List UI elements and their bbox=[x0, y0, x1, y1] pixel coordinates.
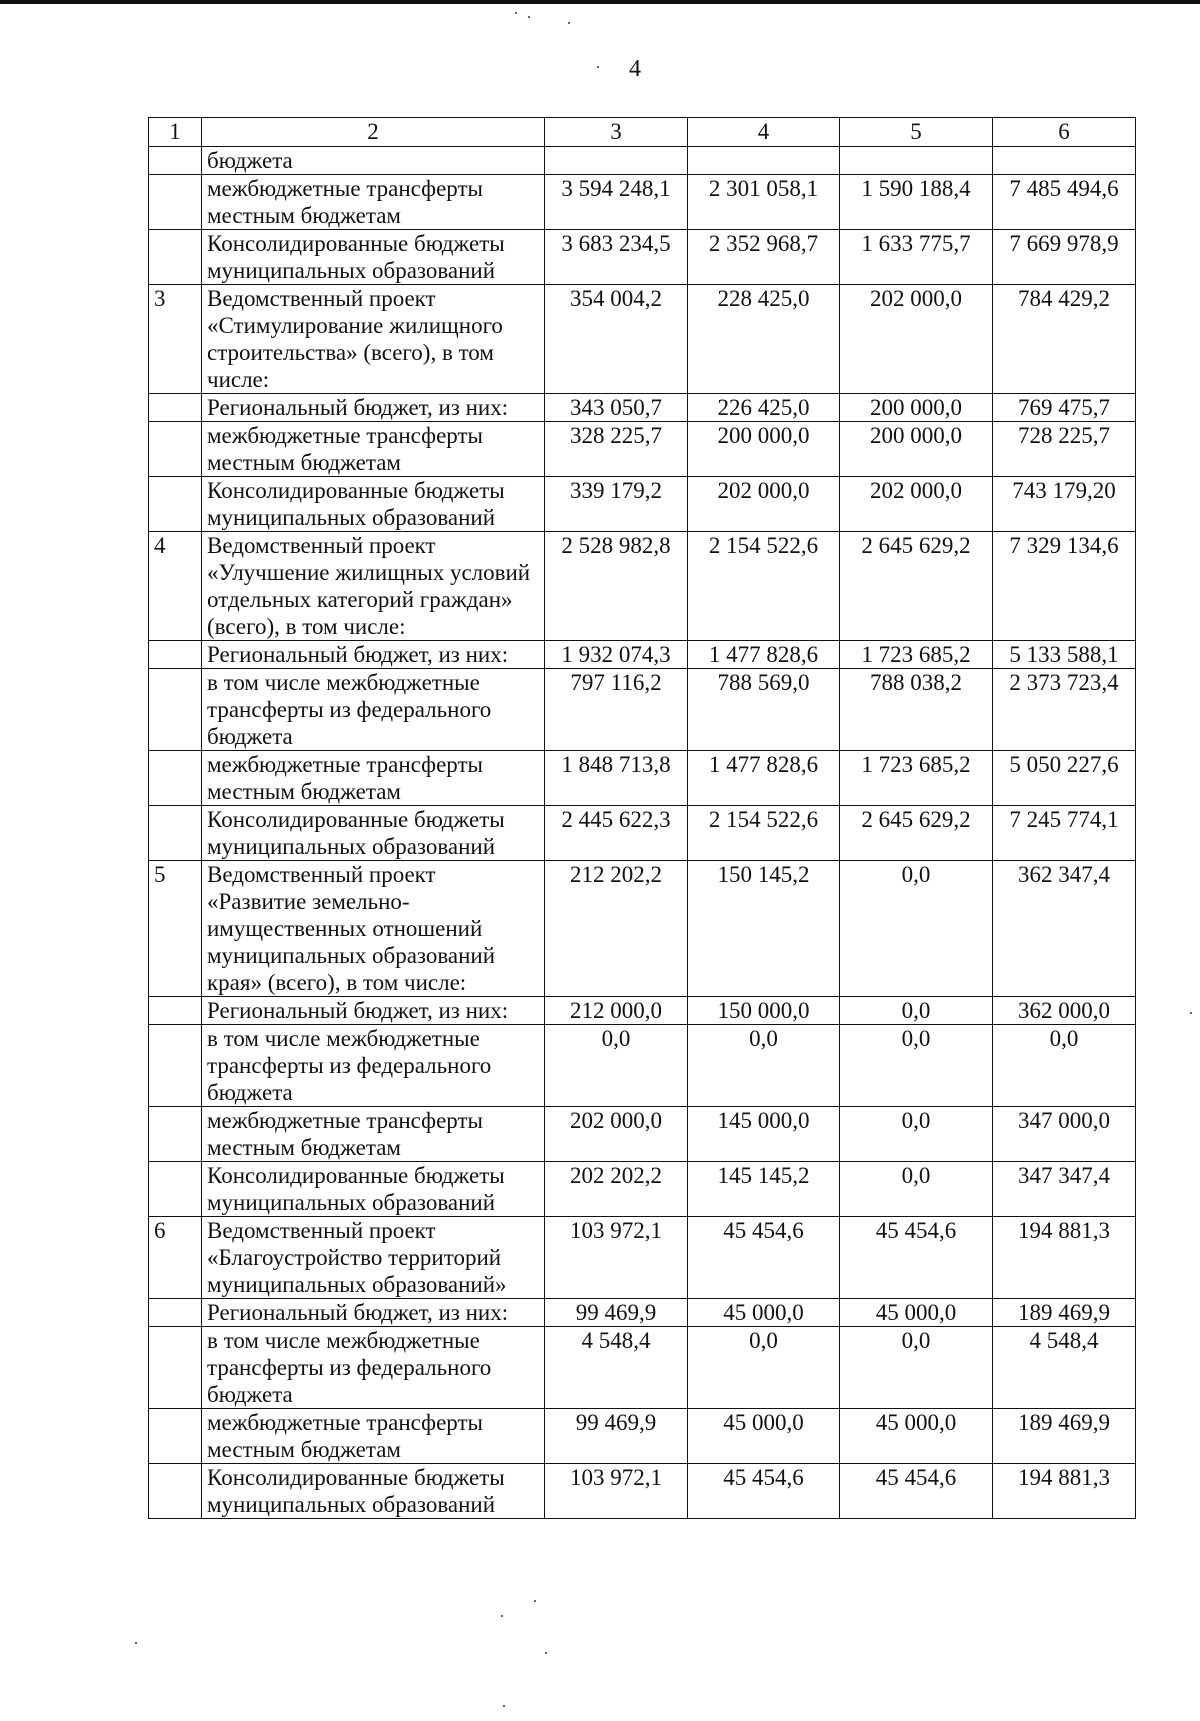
value-col-4-cell: 202 000,0 bbox=[688, 477, 840, 532]
scan-speck bbox=[1190, 1012, 1192, 1014]
value-col-4-cell: 2 154 522,6 bbox=[688, 532, 840, 641]
table-row bbox=[149, 1299, 1136, 1327]
value-col-3-cell: 797 116,2 bbox=[545, 669, 688, 751]
value-col-6-cell: 362 347,4 bbox=[993, 861, 1136, 997]
value-col-4-cell: 226 425,0 bbox=[688, 394, 840, 422]
table-row bbox=[149, 806, 1136, 861]
row-description-cell: Ведомственный проект «Развитие земельно-имущественных отношений муниципальных образований края» (всего), в том числе: bbox=[202, 861, 545, 997]
row-number-cell bbox=[149, 477, 202, 532]
table-row bbox=[149, 1107, 1136, 1162]
value-col-4-cell: 45 000,0 bbox=[688, 1409, 840, 1464]
table-row bbox=[149, 669, 1136, 751]
row-number-cell bbox=[149, 147, 202, 175]
value-col-5-cell: 200 000,0 bbox=[840, 422, 993, 477]
value-col-4-cell: 0,0 bbox=[688, 1025, 840, 1107]
row-number-cell bbox=[149, 751, 202, 806]
table-row bbox=[149, 1409, 1136, 1464]
value-col-6-cell: 7 669 978,9 bbox=[993, 230, 1136, 285]
value-col-5-cell: 788 038,2 bbox=[840, 669, 993, 751]
row-number-cell bbox=[149, 394, 202, 422]
row-description-cell: Ведомственный проект «Благоустройство территорий муниципальных образований» bbox=[202, 1217, 545, 1299]
value-col-5-cell: 200 000,0 bbox=[840, 394, 993, 422]
row-number-cell bbox=[149, 1327, 202, 1409]
value-col-3-cell: 103 972,1 bbox=[545, 1464, 688, 1519]
value-col-5-cell: 0,0 bbox=[840, 997, 993, 1025]
value-col-5-cell: 202 000,0 bbox=[840, 285, 993, 394]
value-col-4-cell: 788 569,0 bbox=[688, 669, 840, 751]
value-col-4-cell: 1 477 828,6 bbox=[688, 751, 840, 806]
table-header-row bbox=[149, 118, 1136, 147]
value-col-4-cell: 2 352 968,7 bbox=[688, 230, 840, 285]
row-description-cell: межбюджетные трансферты местным бюджетам bbox=[202, 175, 545, 230]
column-header-6: 6 bbox=[993, 118, 1136, 147]
row-description-cell: Ведомственный проект «Улучшение жилищных условий отдельных категорий граждан» (всего), в том числе: bbox=[202, 532, 545, 641]
row-number-cell bbox=[149, 1162, 202, 1217]
value-col-4-cell: 145 000,0 bbox=[688, 1107, 840, 1162]
value-col-6-cell: 784 429,2 bbox=[993, 285, 1136, 394]
value-col-5-cell: 45 454,6 bbox=[840, 1217, 993, 1299]
row-number-cell bbox=[149, 1107, 202, 1162]
value-col-4-cell: 45 454,6 bbox=[688, 1217, 840, 1299]
value-col-3-cell: 328 225,7 bbox=[545, 422, 688, 477]
value-col-3-cell: 3 594 248,1 bbox=[545, 175, 688, 230]
scan-speck bbox=[545, 1652, 547, 1654]
value-col-6-cell: 0,0 bbox=[993, 1025, 1136, 1107]
column-header-2: 2 bbox=[202, 118, 545, 147]
value-col-3-cell: 202 000,0 bbox=[545, 1107, 688, 1162]
value-col-3-cell: 1 848 713,8 bbox=[545, 751, 688, 806]
value-col-6-cell: 362 000,0 bbox=[993, 997, 1136, 1025]
value-col-6-cell: 194 881,3 bbox=[993, 1217, 1136, 1299]
row-number-cell bbox=[149, 1409, 202, 1464]
row-description-cell: Ведомственный проект «Стимулирование жилищного строительства» (всего), в том числе: bbox=[202, 285, 545, 394]
value-col-6-cell: 7 245 774,1 bbox=[993, 806, 1136, 861]
value-col-6-cell: 769 475,7 bbox=[993, 394, 1136, 422]
value-col-4-cell: 150 000,0 bbox=[688, 997, 840, 1025]
table-row bbox=[149, 394, 1136, 422]
table-row bbox=[149, 1217, 1136, 1299]
value-col-5-cell: 45 454,6 bbox=[840, 1464, 993, 1519]
table-row bbox=[149, 751, 1136, 806]
scan-top-edge bbox=[0, 0, 1200, 4]
row-description-cell: межбюджетные трансферты местным бюджетам bbox=[202, 1107, 545, 1162]
value-col-4-cell: 150 145,2 bbox=[688, 861, 840, 997]
scan-speck bbox=[135, 1642, 137, 1644]
value-col-3-cell: 4 548,4 bbox=[545, 1327, 688, 1409]
value-col-5-cell: 0,0 bbox=[840, 1107, 993, 1162]
row-number-cell bbox=[149, 1464, 202, 1519]
page-number: 4 bbox=[629, 56, 641, 82]
value-col-4-cell: 45 454,6 bbox=[688, 1464, 840, 1519]
value-col-6-cell: 743 179,20 bbox=[993, 477, 1136, 532]
table-row bbox=[149, 1162, 1136, 1217]
table-row bbox=[149, 997, 1136, 1025]
value-col-5-cell: 2 645 629,2 bbox=[840, 806, 993, 861]
value-col-3-cell: 1 932 074,3 bbox=[545, 641, 688, 669]
value-col-5-cell: 1 723 685,2 bbox=[840, 641, 993, 669]
row-description-cell: межбюджетные трансферты местным бюджетам bbox=[202, 1409, 545, 1464]
row-number-cell bbox=[149, 641, 202, 669]
value-col-3-cell: 212 000,0 bbox=[545, 997, 688, 1025]
row-description-cell: Консолидированные бюджеты муниципальных образований bbox=[202, 806, 545, 861]
value-col-5-cell: 1 633 775,7 bbox=[840, 230, 993, 285]
value-col-3-cell: 2 445 622,3 bbox=[545, 806, 688, 861]
value-col-6-cell: 7 485 494,6 bbox=[993, 175, 1136, 230]
value-col-3-cell: 339 179,2 bbox=[545, 477, 688, 532]
value-col-5-cell: 0,0 bbox=[840, 1025, 993, 1107]
row-number-cell: 5 bbox=[149, 861, 202, 997]
column-header-4: 4 bbox=[688, 118, 840, 147]
value-col-6-cell: 5 050 227,6 bbox=[993, 751, 1136, 806]
row-description-cell: Региональный бюджет, из них: bbox=[202, 997, 545, 1025]
row-number-cell bbox=[149, 230, 202, 285]
value-col-3-cell: 343 050,7 bbox=[545, 394, 688, 422]
row-description-cell: в том числе межбюджетные трансферты из федерального бюджета bbox=[202, 1025, 545, 1107]
table-row bbox=[149, 477, 1136, 532]
value-col-5-cell bbox=[840, 147, 993, 175]
value-col-3-cell: 2 528 982,8 bbox=[545, 532, 688, 641]
row-number-cell bbox=[149, 175, 202, 230]
table-row bbox=[149, 422, 1136, 477]
row-number-cell: 6 bbox=[149, 1217, 202, 1299]
table-row bbox=[149, 861, 1136, 997]
value-col-3-cell: 212 202,2 bbox=[545, 861, 688, 997]
row-number-cell: 3 bbox=[149, 285, 202, 394]
column-header-1: 1 bbox=[149, 118, 202, 147]
row-description-cell: в том числе межбюджетные трансферты из федерального бюджета bbox=[202, 1327, 545, 1409]
table-row bbox=[149, 285, 1136, 394]
table-row bbox=[149, 175, 1136, 230]
value-col-6-cell: 4 548,4 bbox=[993, 1327, 1136, 1409]
scan-speck bbox=[568, 22, 570, 24]
row-number-cell bbox=[149, 1025, 202, 1107]
value-col-4-cell: 1 477 828,6 bbox=[688, 641, 840, 669]
scan-speck bbox=[501, 1615, 503, 1617]
value-col-5-cell: 1 590 188,4 bbox=[840, 175, 993, 230]
value-col-6-cell: 347 000,0 bbox=[993, 1107, 1136, 1162]
row-description-cell: Региональный бюджет, из них: bbox=[202, 1299, 545, 1327]
row-description-cell: Региональный бюджет, из них: bbox=[202, 394, 545, 422]
value-col-5-cell: 0,0 bbox=[840, 1162, 993, 1217]
value-col-4-cell: 145 145,2 bbox=[688, 1162, 840, 1217]
value-col-6-cell: 7 329 134,6 bbox=[993, 532, 1136, 641]
scan-speck bbox=[534, 1600, 536, 1602]
table-row bbox=[149, 230, 1136, 285]
value-col-4-cell: 2 301 058,1 bbox=[688, 175, 840, 230]
row-description-cell: бюджета bbox=[202, 147, 545, 175]
value-col-6-cell: 2 373 723,4 bbox=[993, 669, 1136, 751]
row-number-cell bbox=[149, 806, 202, 861]
column-header-5: 5 bbox=[840, 118, 993, 147]
value-col-5-cell: 45 000,0 bbox=[840, 1409, 993, 1464]
row-number-cell bbox=[149, 1299, 202, 1327]
row-description-cell: Консолидированные бюджеты муниципальных образований bbox=[202, 477, 545, 532]
value-col-5-cell: 0,0 bbox=[840, 861, 993, 997]
value-col-6-cell: 728 225,7 bbox=[993, 422, 1136, 477]
value-col-4-cell: 200 000,0 bbox=[688, 422, 840, 477]
row-description-cell: Консолидированные бюджеты муниципальных образований bbox=[202, 230, 545, 285]
row-description-cell: Консолидированные бюджеты муниципальных образований bbox=[202, 1162, 545, 1217]
scan-speck bbox=[503, 1705, 505, 1707]
table-row bbox=[149, 147, 1136, 175]
value-col-3-cell bbox=[545, 147, 688, 175]
value-col-4-cell bbox=[688, 147, 840, 175]
row-description-cell: Региональный бюджет, из них: bbox=[202, 641, 545, 669]
value-col-3-cell: 354 004,2 bbox=[545, 285, 688, 394]
column-header-3: 3 bbox=[545, 118, 688, 147]
budget-table bbox=[148, 117, 1136, 1519]
table-body bbox=[149, 147, 1136, 1519]
value-col-6-cell: 347 347,4 bbox=[993, 1162, 1136, 1217]
value-col-3-cell: 3 683 234,5 bbox=[545, 230, 688, 285]
row-number-cell bbox=[149, 422, 202, 477]
row-description-cell: межбюджетные трансферты местным бюджетам bbox=[202, 751, 545, 806]
table-row bbox=[149, 641, 1136, 669]
value-col-3-cell: 103 972,1 bbox=[545, 1217, 688, 1299]
table-row bbox=[149, 1025, 1136, 1107]
row-number-cell bbox=[149, 669, 202, 751]
value-col-6-cell: 194 881,3 bbox=[993, 1464, 1136, 1519]
value-col-6-cell: 189 469,9 bbox=[993, 1409, 1136, 1464]
value-col-6-cell: 5 133 588,1 bbox=[993, 641, 1136, 669]
row-description-cell: в том числе межбюджетные трансферты из федерального бюджета bbox=[202, 669, 545, 751]
value-col-4-cell: 0,0 bbox=[688, 1327, 840, 1409]
value-col-6-cell bbox=[993, 147, 1136, 175]
value-col-3-cell: 99 469,9 bbox=[545, 1299, 688, 1327]
row-number-cell bbox=[149, 997, 202, 1025]
table-row bbox=[149, 1327, 1136, 1409]
value-col-5-cell: 45 000,0 bbox=[840, 1299, 993, 1327]
row-number-cell: 4 bbox=[149, 532, 202, 641]
value-col-4-cell: 2 154 522,6 bbox=[688, 806, 840, 861]
value-col-4-cell: 228 425,0 bbox=[688, 285, 840, 394]
table-row bbox=[149, 532, 1136, 641]
value-col-3-cell: 202 202,2 bbox=[545, 1162, 688, 1217]
value-col-5-cell: 0,0 bbox=[840, 1327, 993, 1409]
row-description-cell: межбюджетные трансферты местным бюджетам bbox=[202, 422, 545, 477]
value-col-3-cell: 0,0 bbox=[545, 1025, 688, 1107]
value-col-5-cell: 1 723 685,2 bbox=[840, 751, 993, 806]
value-col-5-cell: 202 000,0 bbox=[840, 477, 993, 532]
scan-speck bbox=[515, 12, 517, 14]
value-col-6-cell: 189 469,9 bbox=[993, 1299, 1136, 1327]
table-row bbox=[149, 1464, 1136, 1519]
value-col-5-cell: 2 645 629,2 bbox=[840, 532, 993, 641]
scan-speck bbox=[528, 16, 530, 18]
value-col-4-cell: 45 000,0 bbox=[688, 1299, 840, 1327]
value-col-3-cell: 99 469,9 bbox=[545, 1409, 688, 1464]
row-description-cell: Консолидированные бюджеты муниципальных образований bbox=[202, 1464, 545, 1519]
